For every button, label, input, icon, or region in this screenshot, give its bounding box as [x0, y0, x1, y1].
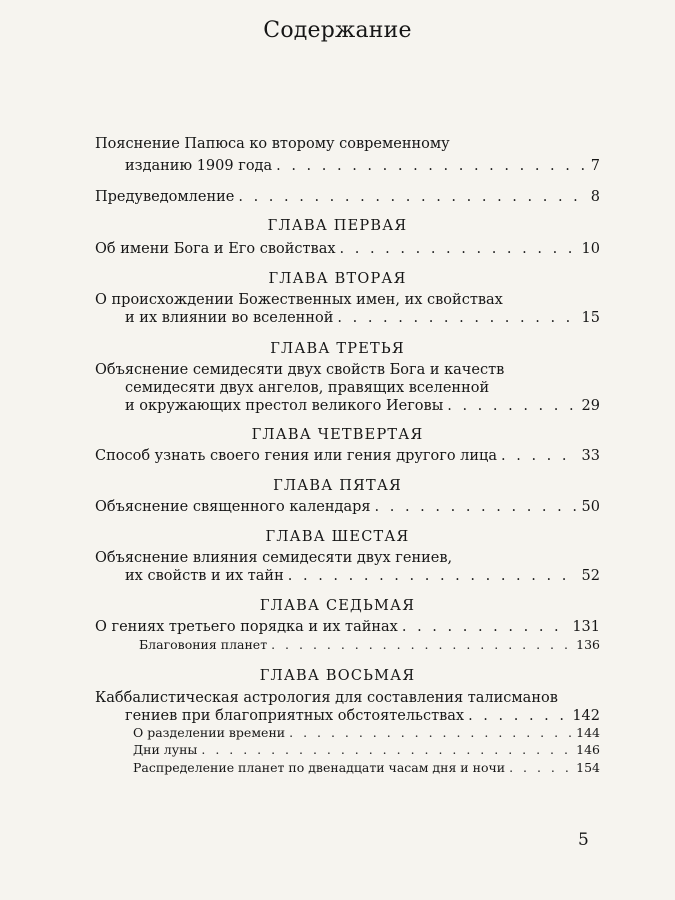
chapter-heading-5: ГЛАВА ПЯТАЯ: [273, 478, 402, 494]
toc-entry-label: Об имени Бога и Его свойствах: [95, 241, 336, 257]
leader-dots: [509, 759, 572, 777]
toc-page-number: 29: [581, 398, 600, 414]
toc-entry-preface[interactable]: [95, 188, 600, 206]
toc-page-number: 144: [576, 725, 600, 740]
leader-dots: [276, 157, 587, 175]
toc-ch3-line1: Объяснение семидесяти двух свойств Бога и качеств: [95, 362, 505, 378]
leader-dots: [501, 447, 578, 465]
toc-entry-label: и окружающих престол великого Иеговы: [125, 398, 444, 414]
toc-entry-ch4[interactable]: [95, 447, 600, 465]
toc-entry-ch7-sub1[interactable]: [139, 636, 600, 654]
toc-entry-label: Объяснение священного календаря: [95, 499, 371, 515]
toc-intro-line1: Пояснение Папюса ко второму современному: [95, 136, 450, 152]
toc-entry-ch1[interactable]: [95, 240, 600, 258]
toc-entry-ch8-sub3[interactable]: [133, 759, 600, 777]
toc-entry-ch8-sub1[interactable]: [133, 724, 600, 742]
chapter-heading-2: ГЛАВА ВТОРАЯ: [268, 271, 407, 287]
toc-entry-label: О гениях третьего порядка и их тайнах: [95, 619, 398, 635]
toc-entry-label: Способ узнать своего гения или гения другого лица: [95, 448, 498, 464]
chapter-heading-3: ГЛАВА ТРЕТЬЯ: [270, 341, 405, 357]
toc-entry-ch2[interactable]: [125, 309, 600, 327]
toc-page-number: 131: [572, 619, 600, 635]
toc-page-number: 146: [576, 742, 600, 757]
toc-entry-label: Предуведомление: [95, 189, 235, 205]
toc-ch6-line1: Объяснение влияния семидесяти двух гениев,: [95, 550, 453, 566]
leader-dots: [238, 188, 586, 206]
toc-page-number: 52: [581, 568, 600, 584]
leader-dots: [447, 397, 577, 415]
toc-page-number: 33: [581, 448, 600, 464]
chapter-heading-6: ГЛАВА ШЕСТАЯ: [265, 529, 410, 545]
toc-entry-label: Распределение планет по двенадцати часам дня и ночи: [133, 760, 506, 775]
leader-dots: [337, 309, 577, 327]
toc-entry-label: гениев при благоприятных обстоятельствах: [125, 708, 465, 724]
toc-ch3-line2: семидесяти двух ангелов, правящих вселенной: [125, 380, 490, 396]
toc-entry-label: Дни луны: [133, 742, 198, 757]
toc-entry-ch7[interactable]: [95, 618, 600, 636]
toc-page-number: 7: [590, 158, 600, 174]
toc-entry-ch8-sub2[interactable]: [133, 741, 600, 759]
toc-entry-ch5[interactable]: [95, 498, 600, 516]
leader-dots: [289, 724, 572, 742]
chapter-heading-8: ГЛАВА ВОСЬМАЯ: [259, 668, 416, 684]
toc-page-number: 154: [576, 760, 600, 775]
toc-page-number: 50: [581, 499, 600, 515]
toc-entry-label: Благовония планет: [139, 637, 268, 652]
toc-entry-ch6[interactable]: [125, 567, 600, 585]
toc-entry-ch3[interactable]: [125, 397, 600, 415]
toc-ch2-line1: О происхождении Божественных имен, их свойствах: [95, 292, 503, 308]
leader-dots: [375, 498, 578, 516]
toc-page-number: 15: [581, 310, 600, 326]
toc-entry-ch8[interactable]: [125, 707, 600, 725]
chapter-heading-1: ГЛАВА ПЕРВАЯ: [267, 218, 408, 234]
toc-ch8-line1: Каббалистическая астрология для составления талисманов: [95, 690, 558, 706]
toc-entry-label: О разделении времени: [133, 725, 286, 740]
page-number: 5: [578, 830, 589, 850]
toc-entry-label: их свойств и их тайн: [125, 568, 284, 584]
leader-dots: [402, 618, 568, 636]
toc-page-number: 142: [572, 708, 600, 724]
leader-dots: [201, 741, 572, 759]
leader-dots: [340, 240, 578, 258]
leader-dots: [288, 567, 578, 585]
toc-page-number: 136: [576, 637, 600, 652]
toc-entry-intro[interactable]: [125, 157, 600, 175]
toc-page-number: 8: [590, 189, 600, 205]
leader-dots: [468, 707, 568, 725]
toc-page-number: 10: [581, 241, 600, 257]
page-title: Содержание: [263, 18, 412, 43]
toc-entry-label: и их влиянии во вселенной: [125, 310, 334, 326]
toc-entry-label: изданию 1909 года: [125, 158, 273, 174]
leader-dots: [271, 636, 572, 654]
chapter-heading-4: ГЛАВА ЧЕТВЕРТАЯ: [251, 427, 424, 443]
chapter-heading-7: ГЛАВА СЕДЬМАЯ: [259, 598, 416, 614]
